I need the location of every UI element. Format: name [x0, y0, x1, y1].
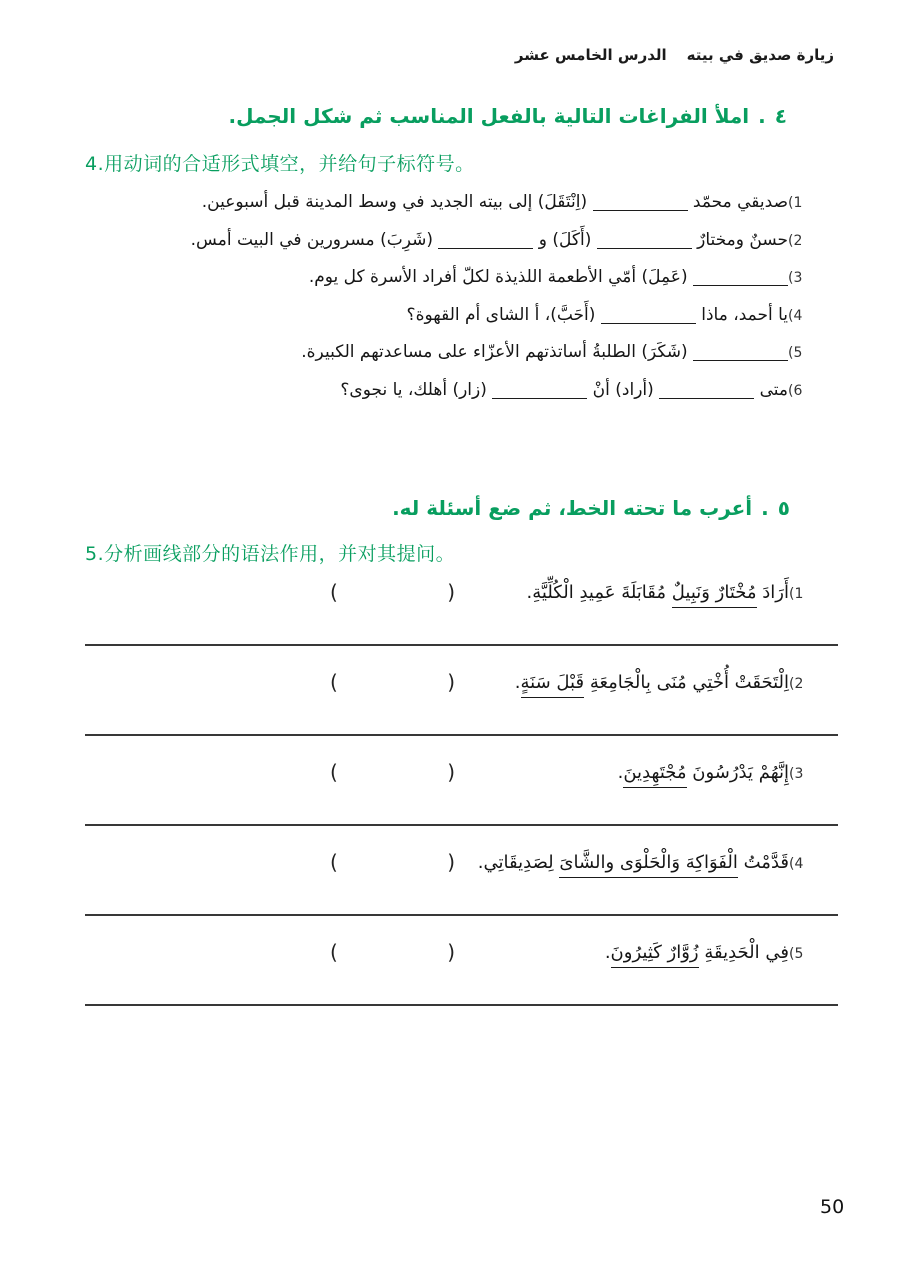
parsing-item	[85, 848, 815, 938]
item-number: (1	[789, 586, 804, 602]
section4-items	[85, 192, 814, 417]
running-header	[515, 46, 834, 64]
underlined-phrase: الْفَوَاكِهَ وَالْحَلْوَى والشَّاىَ	[559, 852, 738, 878]
sentence-text: حسنٌ ومختارٌ	[691, 229, 788, 250]
parsing-item	[85, 938, 815, 1028]
blank-line	[693, 281, 788, 286]
underlined-phrase: قَبْلَ سَنَةٍ	[521, 672, 585, 698]
open-paren: (	[330, 940, 338, 964]
sentence-text: .	[604, 942, 611, 963]
close-paren: )	[447, 670, 455, 694]
open-paren: (	[330, 580, 338, 604]
sentence-text: (أراد) أنْ	[587, 379, 660, 400]
page-number: 50	[820, 1196, 845, 1218]
answer-line	[85, 824, 838, 826]
sentence	[618, 762, 789, 783]
item-number: (4	[789, 856, 804, 872]
exercise-item	[85, 305, 814, 343]
parsing-item-line	[515, 672, 815, 693]
parsing-item	[85, 578, 815, 668]
sentence	[605, 942, 789, 963]
blank-line	[601, 319, 696, 324]
section4-instruction-arabic: املأ الفراغات التالية بالفعل المناسب ثم شكل الجمل.	[228, 104, 750, 128]
exercise-item	[85, 230, 814, 268]
item-number: (5	[789, 946, 804, 962]
item-number: (4	[788, 307, 803, 324]
sentence-text: مُقَابَلَةَ عَمِيدِ الْكُلِّيَّةِ.	[526, 582, 672, 603]
answer-parentheses	[330, 580, 455, 604]
sentence	[340, 380, 788, 400]
open-paren: (	[330, 670, 338, 694]
exercise-item	[85, 192, 814, 230]
answer-parentheses	[330, 670, 455, 694]
blank-line	[597, 244, 692, 249]
section4-dot: .	[758, 104, 766, 128]
answer-line	[85, 914, 838, 916]
close-paren: )	[447, 760, 455, 784]
section4-number-arabic: ٤	[774, 104, 787, 128]
sentence-text: متى	[754, 379, 788, 400]
parsing-item	[85, 668, 815, 758]
section4-title-chinese: 4.用动词的合适形式填空，并给句子标符号。	[85, 153, 475, 175]
exercise-item	[85, 267, 814, 305]
blank-line	[492, 394, 587, 399]
answer-parentheses	[330, 940, 455, 964]
sentence	[191, 230, 788, 250]
blank-line	[438, 244, 533, 249]
open-paren: (	[330, 850, 338, 874]
section5-dot: .	[761, 496, 769, 520]
parsing-item-line	[605, 942, 815, 963]
lesson-label: الدرس الخامس عشر	[514, 46, 667, 64]
item-number: (3	[789, 766, 804, 782]
parsing-item-line	[618, 762, 815, 783]
lesson-title: زيارة صديق في بيته	[686, 46, 834, 64]
sentence-text: (اِنْتَقَلَ) إلى بيته الجديد في وسط المدينة قبل أسبوعين.	[201, 192, 593, 212]
sentence-text: قَدَّمْتُ	[737, 852, 789, 873]
item-number: (2	[789, 676, 804, 692]
close-paren: )	[447, 580, 455, 604]
underlined-phrase: زُوَّارٌ كَثِيرُونَ	[611, 942, 699, 968]
item-number: (5	[788, 345, 803, 361]
item-number: (6	[788, 382, 803, 399]
sentence	[301, 342, 788, 362]
sentence-text: اِلْتَحَقَتْ أُخْتِي مُنَى بِالْجَامِعَةِ	[584, 672, 789, 693]
sentence-text: (عَمِلَ) أمّي الأطعمة اللذيذة لكلّ أفراد الأسرة كل يوم.	[308, 267, 693, 287]
underlined-phrase: مُخْتَارٌ وَنَبِيلٌ	[672, 582, 757, 608]
sentence	[202, 192, 788, 212]
exercise-item	[85, 380, 814, 418]
item-number: (2	[788, 232, 803, 249]
sentence-text: .	[514, 672, 521, 693]
sentence-text: صديقي محمّد	[687, 192, 788, 212]
sentence	[407, 305, 788, 325]
sentence-text: (أَحَبَّ)، أ الشاى أم القهوة؟	[406, 304, 601, 325]
blank-line	[659, 394, 754, 399]
sentence-text: إِنَّهُمْ يَدْرُسُونَ	[686, 762, 789, 783]
sentence-text: (شَكَرَ) الطلبةُ أساتذتهم الأعزّاء على مساعدتهم الكبيرة.	[301, 342, 693, 362]
sentence	[527, 582, 789, 603]
item-number: (1	[788, 195, 803, 211]
answer-line	[85, 644, 838, 646]
sentence	[515, 672, 789, 693]
blank-line	[693, 356, 788, 361]
section5-title-arabic	[392, 496, 790, 520]
answer-parentheses	[330, 850, 455, 874]
section5-items	[85, 578, 815, 1028]
item-number: (3	[788, 270, 803, 286]
sentence-text: .	[617, 762, 624, 783]
open-paren: (	[330, 760, 338, 784]
parsing-item-line	[478, 852, 815, 873]
section5-instruction-arabic: أعرب ما تحته الخط، ثم ضع أسئلة له.	[392, 496, 753, 520]
sentence-text: (أَكَلَ) و	[533, 229, 597, 250]
sentence-text: يا أحمد، ماذا	[695, 304, 788, 325]
section4-title-arabic	[229, 104, 788, 128]
section5-title-chinese: 5.分析画线部分的语法作用，并对其提问。	[85, 543, 456, 565]
blank-line	[593, 206, 688, 211]
exercise-item	[85, 342, 814, 380]
sentence	[309, 267, 788, 287]
answer-line	[85, 1004, 838, 1006]
sentence-text: أَرَادَ	[756, 582, 789, 603]
parsing-item-line	[527, 582, 815, 603]
section5-number-arabic: ٥	[777, 496, 790, 520]
sentence-text: لِصَدِيقَاتِي.	[477, 852, 560, 873]
underlined-phrase: مُجْتَهِدِينَ	[623, 762, 686, 788]
answer-line	[85, 734, 838, 736]
sentence-text: فِي الْحَدِيقَةِ	[698, 942, 789, 963]
sentence-text: (زار) أهلك، يا نجوى؟	[340, 379, 493, 400]
sentence	[478, 852, 789, 873]
parsing-item	[85, 758, 815, 848]
answer-parentheses	[330, 760, 455, 784]
close-paren: )	[447, 850, 455, 874]
sentence-text: (شَرِبَ) مسرورين في البيت أمس.	[190, 229, 439, 250]
close-paren: )	[447, 940, 455, 964]
